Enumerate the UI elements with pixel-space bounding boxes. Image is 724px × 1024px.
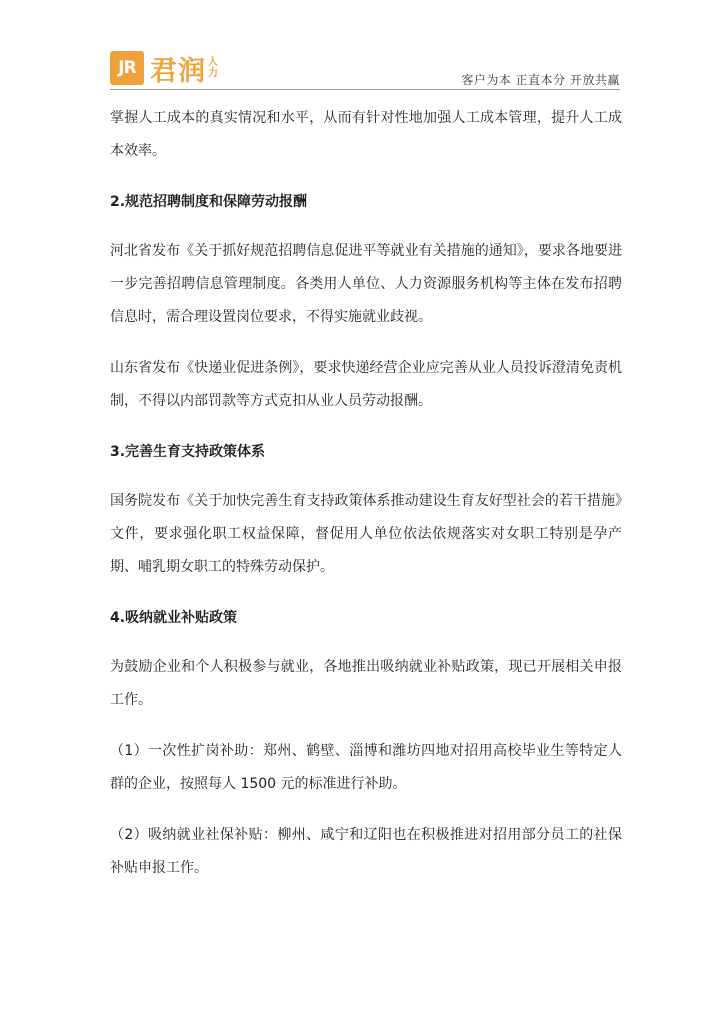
section-2-paragraph-2: 山东省发布《快递业促进条例》，要求快递经营企业应完善从业人员投诉澄清免责机制，不得以内部罚款等方式克扣从业人员劳动报酬。 [110, 360, 622, 409]
logo-sub-2: 力 [208, 68, 218, 79]
section-heading-3: 3.完善生育支持政策体系 [110, 444, 266, 460]
section-heading-4: 4.吸纳就业补贴政策 [110, 610, 238, 626]
section-3-paragraph: 国务院发布《关于加快完善生育支持政策体系推动建设生育友好型社会的若干措施》文件，要求强化职工权益保障，督促用人单位依法依规落实对女职工特别是孕产期、哺乳期女职工的特殊劳动保护。 [110, 493, 622, 575]
header-divider [110, 89, 620, 90]
logo-mark-icon: JR [110, 51, 144, 85]
section-4-paragraph: 为鼓励企业和个人积极参与就业，各地推出吸纳就业补贴政策，现已开展相关申报工作。 [110, 659, 622, 708]
section-4-item-2: （2）吸纳就业社保补贴：柳州、咸宁和辽阳也在积极推进对招用部分员工的社保补贴申报工作。 [110, 827, 622, 876]
intro-paragraph: 掌握人工成本的真实情况和水平，从而有针对性地加强人工成本管理，提升人工成本效率。 [110, 110, 622, 159]
section-heading-2: 2.规范招聘制度和保障劳动报酬 [110, 194, 308, 210]
header-slogan: 客户为本 正直本分 开放共赢 [461, 73, 620, 87]
document-body [110, 102, 622, 903]
company-logo [110, 50, 218, 86]
logo-sub [208, 57, 218, 79]
logo-sub-1: 人 [208, 57, 218, 68]
section-4-item-1: （1）一次性扩岗补助：郑州、鹤壁、淄博和潍坊四地对招用高校毕业生等特定人群的企业，按照每人 1500 元的标准进行补助。 [110, 743, 622, 792]
section-2-paragraph-1: 河北省发布《关于抓好规范招聘信息促进平等就业有关措施的通知》，要求各地要进一步完善招聘信息管理制度。各类用人单位、人力资源服务机构等主体在发布招聘信息时，需合理设置岗位要求，不得实施就业歧视。 [110, 243, 622, 325]
page-header [110, 50, 620, 90]
logo-name: 君润 [150, 55, 206, 87]
